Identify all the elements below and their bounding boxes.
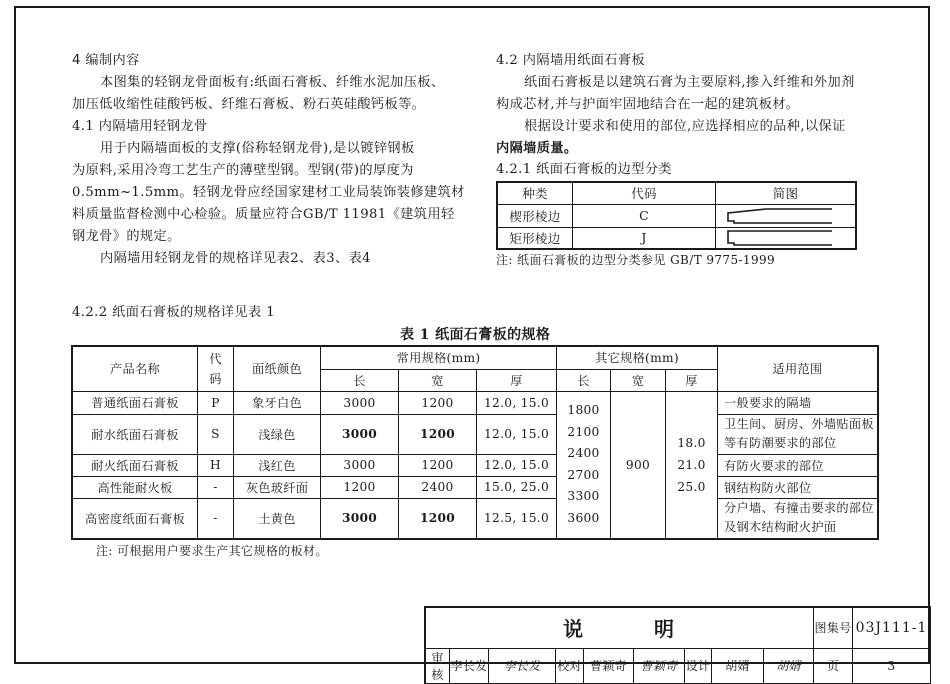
edge-type-note: 注: 纸面石膏板的边型分类参见 GB/T 9775-1999 — [496, 253, 776, 267]
cell-color: 灰色玻纤面 — [234, 476, 321, 498]
cell-color: 土黄色 — [234, 498, 321, 539]
review-label: 审核 — [425, 648, 450, 683]
header-other-length: 长 — [557, 369, 611, 391]
cell-scope: 有防火要求的部位 — [718, 454, 879, 476]
header-code: 代码 — [198, 346, 234, 391]
header-scope: 适用范围 — [718, 346, 879, 391]
cell-code: S — [198, 414, 234, 454]
section-4-2-2-heading: 4.2.2 纸面石膏板的规格详见表 1 — [72, 305, 275, 320]
edge-header-type: 种类 — [497, 182, 573, 204]
cell-code: - — [198, 476, 234, 498]
square-edge-icon — [726, 229, 846, 247]
section-4-1-para-line1: 用于内隔墙面板的支撑(俗称轻钢龙骨),是以镀锌钢板 — [100, 141, 415, 156]
cell-width: 2400 — [399, 476, 477, 498]
cell-code: H — [198, 454, 234, 476]
section-4-2-para1-line1: 纸面石膏板是以建筑石膏为主要原料,掺入纤维和外加剂 — [524, 75, 855, 90]
atlas-number: 03J111-1 — [853, 607, 931, 648]
cell-code: - — [198, 498, 234, 539]
other-length-value: 2400 — [567, 446, 600, 461]
edge-row — [497, 227, 856, 249]
cell-name: 高密度纸面石膏板 — [72, 498, 198, 539]
cell-name: 普通纸面石膏板 — [72, 391, 198, 414]
other-length-value: 2100 — [567, 424, 600, 439]
edge-header-diagram: 简图 — [716, 182, 857, 204]
header-color: 面纸颜色 — [234, 346, 321, 391]
other-thickness-value: 25.0 — [677, 479, 706, 494]
table-1-note: 注: 可根据用户要求生产其它规格的板材。 — [96, 544, 328, 558]
cell-name: 高性能耐火板 — [72, 476, 198, 498]
section-4-1-para-line5: 钢龙骨》的规定。 — [72, 229, 181, 244]
design-label: 设计 — [685, 648, 712, 683]
cell-color: 象牙白色 — [234, 391, 321, 414]
table-row — [72, 414, 878, 454]
cell-width: 1200 — [399, 454, 477, 476]
check-label: 校对 — [556, 648, 584, 683]
other-length-value: 3600 — [567, 510, 600, 525]
cell-color: 浅绿色 — [234, 414, 321, 454]
header-name: 产品名称 — [72, 346, 198, 391]
other-length-value: 2700 — [567, 467, 600, 482]
scope-line: 分户墙、有撞击要求的部位 — [724, 501, 874, 516]
section-4-1-para-line3: 0.5mm~1.5mm。轻钢龙骨应经国家建材工业局装饰装修建筑材 — [72, 185, 465, 200]
edge-type-table — [496, 181, 857, 250]
page-label: 页 — [814, 648, 853, 683]
designer-signature: 胡婿 — [764, 648, 814, 683]
cell-length: 3000 — [321, 414, 399, 454]
other-length-value: 3300 — [567, 489, 600, 504]
cell-scope: 一般要求的隔墙 — [718, 391, 879, 414]
table-row — [72, 454, 878, 476]
section-4-1-para3: 内隔墙用轻钢龙骨的规格详见表2、表3、表4 — [100, 251, 371, 266]
table-row — [72, 391, 878, 414]
cell-width: 1200 — [399, 391, 477, 414]
cell-other-width: 900 — [611, 391, 666, 539]
cell-other-thickness — [666, 391, 718, 539]
section-4-heading: 4 编制内容 — [72, 53, 140, 68]
cell-length: 3000 — [321, 454, 399, 476]
cell-scope: 钢结构防火部位 — [718, 476, 879, 498]
section-4-1-para-line4: 料质量监督检测中心检验。质量应符合GB/T 11981《建筑用轻 — [72, 207, 455, 222]
table-row — [72, 476, 878, 498]
cell-length: 3000 — [321, 391, 399, 414]
scope-line: 卫生间、厨房、外墙贴面板 — [724, 417, 874, 431]
cell-thickness: 15.0, 25.0 — [477, 476, 557, 498]
cell-scope — [718, 498, 879, 539]
section-4-2-para2-line2: 内隔墙质量。 — [496, 141, 578, 156]
cell-thickness: 12.5, 15.0 — [477, 498, 557, 539]
edge-code-cell: J — [573, 227, 716, 249]
header-other-spec: 其它规格(mm) — [557, 346, 718, 369]
cell-length: 3000 — [321, 498, 399, 539]
atlas-number-label: 图集号 — [814, 607, 853, 648]
edge-diagram-cell — [716, 204, 857, 227]
designer-name: 胡婿 — [712, 648, 764, 683]
edge-row — [497, 204, 856, 227]
other-length-value: 1800 — [567, 403, 600, 418]
section-4-2-para1-line2: 构成芯材,并与护面牢固地结合在一起的建筑板材。 — [496, 97, 800, 112]
header-common-length: 长 — [321, 369, 399, 391]
cell-color: 浅红色 — [234, 454, 321, 476]
reviewer-name: 李长发 — [450, 648, 489, 683]
header-other-width: 宽 — [611, 369, 666, 391]
header-common-thickness: 厚 — [477, 369, 557, 391]
drawing-title: 说 明 — [425, 607, 814, 648]
section-4-1-heading: 4.1 内隔墙用轻钢龙骨 — [72, 119, 208, 134]
edge-header-code: 代码 — [573, 182, 716, 204]
cell-scope — [718, 414, 879, 454]
other-thickness-value: 18.0 — [677, 435, 706, 450]
cell-width: 1200 — [399, 498, 477, 539]
edge-type-cell: 矩形棱边 — [497, 227, 573, 249]
scope-line: 及钢木结构耐火护面 — [724, 520, 837, 535]
table-1-title: 表 1 纸面石膏板的规格 — [400, 327, 551, 343]
reviewer-signature: 李长发 — [489, 648, 556, 683]
section-4-2-heading: 4.2 内隔墙用纸面石膏板 — [496, 53, 646, 68]
section-4-1-para-line2: 为原料,采用冷弯工艺生产的薄壁型钢。型钢(带)的厚度为 — [72, 163, 414, 178]
board-spec-table — [71, 345, 879, 540]
other-thickness-value: 21.0 — [677, 457, 706, 472]
header-other-thickness: 厚 — [666, 369, 718, 391]
section-4-para1-line2: 加压低收缩性硅酸钙板、纤维石膏板、粉石英硅酸钙板等。 — [72, 97, 426, 112]
section-4-para1-line1: 本图集的轻钢龙骨面板有:纸面石膏板、纤维水泥加压板、 — [100, 75, 445, 90]
checker-name: 曹颖奇 — [584, 648, 634, 683]
cell-name: 耐火纸面石膏板 — [72, 454, 198, 476]
cell-thickness: 12.0, 15.0 — [477, 414, 557, 454]
cell-length: 1200 — [321, 476, 399, 498]
header-common-width: 宽 — [399, 369, 477, 391]
cell-name: 耐水纸面石膏板 — [72, 414, 198, 454]
cell-thickness: 12.0, 15.0 — [477, 454, 557, 476]
wedge-edge-icon — [726, 207, 846, 225]
scope-line: 等有防潮要求的部位 — [724, 436, 837, 450]
page-number: 3 — [853, 648, 931, 683]
cell-thickness: 12.0, 15.0 — [477, 391, 557, 414]
cell-code: P — [198, 391, 234, 414]
cell-other-lengths — [557, 391, 611, 539]
section-4-2-para2-line1: 根据设计要求和使用的部位,应选择相应的品种,以保证 — [524, 119, 846, 134]
section-4-2-1-heading: 4.2.1 纸面石膏板的边型分类 — [496, 162, 673, 177]
edge-diagram-cell — [716, 227, 857, 249]
edge-type-cell: 楔形棱边 — [497, 204, 573, 227]
cell-width: 1200 — [399, 414, 477, 454]
header-common-spec: 常用规格(mm) — [321, 346, 557, 369]
edge-code-cell: C — [573, 204, 716, 227]
table-row — [72, 498, 878, 539]
checker-signature: 曹颖奇 — [634, 648, 685, 683]
